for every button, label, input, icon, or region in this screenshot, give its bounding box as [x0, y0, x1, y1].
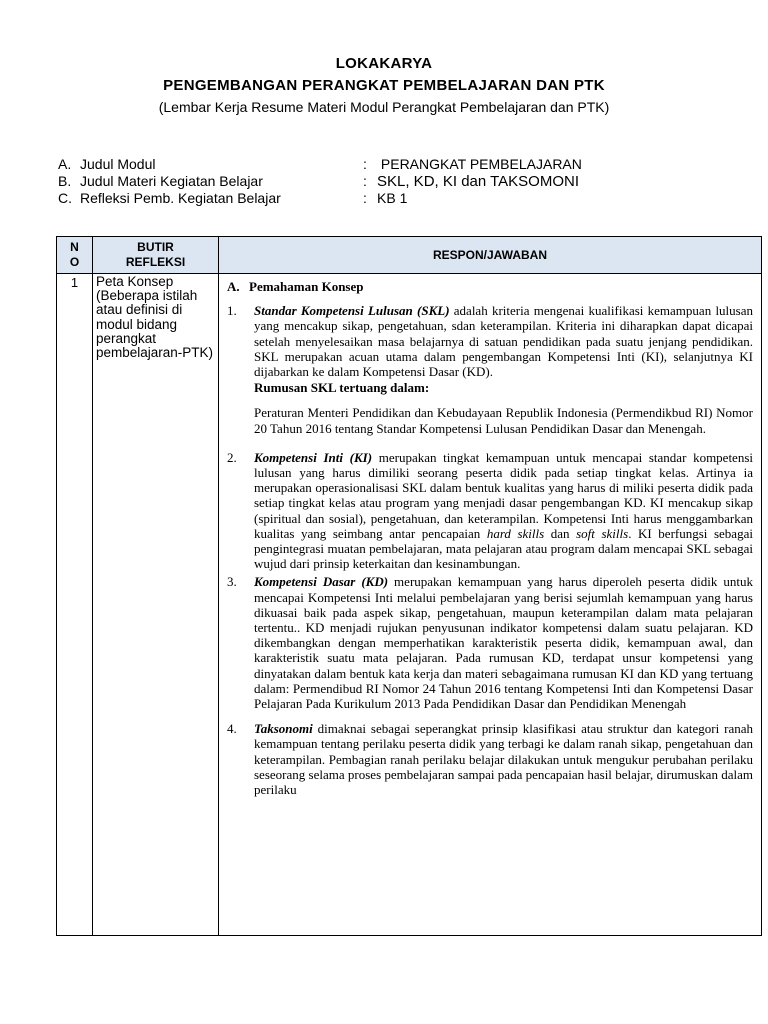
item-number: 3. [227, 574, 237, 590]
document-title: LOKAKARYA [335, 55, 433, 72]
header-no-text: N O [69, 240, 80, 269]
item-body [254, 574, 753, 711]
item-body [254, 303, 753, 444]
item-paragraph: Peraturan Menteri Pendidikan dan Kebudayaan Republik Indonesia (Permendikbud RI) Nomor 20 Tahun 2016 tentang Standar Kompetensi Lulusan Pendidikan Dasar dan Menengah. [254, 405, 753, 436]
item-term: Taksonomi [254, 721, 313, 737]
document-title-secondary: PENGEMBANGAN PERANGKAT PEMBELAJARAN DAN PTK [163, 77, 605, 94]
item-text: adalah kriteria mengenai kualifikasi kemampuan lulusan yang mencakup sikap, pengetahuan, sdan keterampilan. Kriteria ini diharapkan dapat dicapai setelah menyelesaikan masa belajarnya di satuan pendidikan pada suatu jenjang pendidikan. SKL merupakan acuan utama dalam pengembangan Kompetensi Inti (KI), selanjutnya KI dijabarkan ke dalam Kompetensi Dasar (KD). [254, 303, 753, 380]
item-text: dimaknai sebagai seperangkat prinsip klasifikasi atau struktur dan kategori ranah kemampuan tentang perilaku peserta didik yang terbagi ke dalam ranah sikap, pengetahuan dan keterampilan. Pembagian ranah perilaku belajar dilakukan untuk mengukur perubahan perilaku seseorang selama proses pembelajaran sampai pada pencapaian hasil belajar, dirumuskan dalam perilaku [254, 721, 753, 798]
item-term: Standar Kompetensi Lulusan (SKL) [254, 303, 450, 319]
item-italic-text: hard skills [486, 525, 545, 541]
reflection-table [56, 236, 762, 936]
info-label: Refleksi Pemb. Kegiatan Belajar [80, 190, 281, 206]
row-butir: Peta Konsep (Beberapa istilah atau definisi di modul bidang perangkat pembelajaran-PTK) [93, 274, 219, 936]
item-subheading: Rumusan SKL tertuang dalam: [254, 380, 430, 396]
table-row [57, 274, 762, 936]
section-heading [227, 279, 753, 294]
list-item-kd [227, 574, 753, 711]
info-label: Judul Materi Kegiatan Belajar [80, 173, 263, 189]
item-body [254, 450, 753, 572]
info-row-judul-modul [58, 156, 698, 173]
info-value: SKL, KD, KI dan TAKSOMONI [377, 173, 580, 190]
info-letter: B. [58, 173, 72, 189]
item-text: merupakan kemampuan yang harus diperoleh peserta didik untuk mencapai Kompetensi Inti melalui pembelajaran yang berisi sejumlah kemampuan yang harus dikuasai baik pada aspek sikap, pengetahuan, maupun keterampilan dalam mata pelajaran tertentu.. KD menjadi rujukan penyusunan indikator kompetensi dalam suatu pelajaran. KD dikembangkan dengan memperhatikan karakteristik peserta didik, kemampuan awal, dan karakteristik suatu mata pelajaran. Pada rumusan KD, terdapat unsur kompetensi yang dinyatakan dalam bentuk kata kerja dan materi sebagaimana rumusan KI dan KD yang tertuang dalam: Permendibud RI Nomor 24 Tahun 2016 tentang Kompetensi Inti dan Kompetensi Dasar Pelajaran Pada Kurikulum 2013 Pada Pendidikan Dasar dan Pendidikan Menengah [254, 574, 754, 712]
item-text: merupakan tingkat kemampuan untuk mencapai standar kompetensi lulusan yang harus dimiliki seorang peserta didik pada setiap tingkat kelas. Artinya ia merupakan operasionalisasi SKL dalam bentuk kualitas yang harus di miliki peserta didik pada setiap tingkat kelas atau program yang menjadi dasar pengembangan KD. KI mencakup sikap (spiritual dan sosial), pengetahuan, dan keterampilan. Kompetensi Inti harus menggambarkan kualitas yang seimbang antar pencapaian [254, 449, 754, 541]
info-letter: A. [58, 156, 72, 172]
item-number: 1. [227, 303, 237, 319]
info-colon: : [363, 190, 367, 206]
info-label: Judul Modul [80, 156, 156, 172]
header-no [57, 237, 93, 274]
list-item-ki [227, 450, 753, 572]
info-row-refleksi [58, 190, 698, 207]
table-header-row [57, 237, 762, 274]
item-text: . KI berfungsi sebagai pengintegrasi muatan pembelajaran, mata pelajaran atau program dalam mencapai SKL sebagai wujud dari prinsip keterkaitan dan kesinambungan. [254, 525, 753, 572]
info-letter: C. [58, 190, 72, 206]
item-number: 4. [227, 721, 237, 737]
info-colon: : [363, 156, 367, 172]
item-italic-text: soft skills [576, 525, 629, 541]
list-item-taksonomi [227, 721, 753, 797]
header-respon [219, 237, 762, 274]
row-number: 1 [57, 274, 93, 936]
list-item-skl [227, 303, 753, 444]
item-term: Kompetensi Dasar (KD) [254, 574, 389, 590]
document-subtitle: (Lembar Kerja Resume Materi Modul Perangkat Pembelajaran dan PTK) [158, 99, 610, 115]
info-value: KB 1 [377, 190, 408, 206]
info-colon: : [363, 173, 367, 189]
header-butir [93, 237, 219, 274]
section-title: Pemahaman Konsep [249, 279, 364, 294]
item-term: Kompetensi Inti (KI) [254, 449, 373, 465]
info-row-judul-materi [58, 173, 698, 190]
item-body [254, 721, 753, 797]
module-info [58, 156, 698, 207]
info-value: PERANGKAT PEMBELAJARAN [377, 156, 582, 172]
header-butir-text: BUTIR REFLEKSI [125, 240, 186, 269]
row-respon [219, 274, 762, 936]
header-respon-text: RESPON/JAWABAN [432, 247, 548, 262]
section-marker: A. [227, 279, 240, 294]
item-number: 2. [227, 449, 237, 465]
item-text: dan [544, 525, 577, 541]
